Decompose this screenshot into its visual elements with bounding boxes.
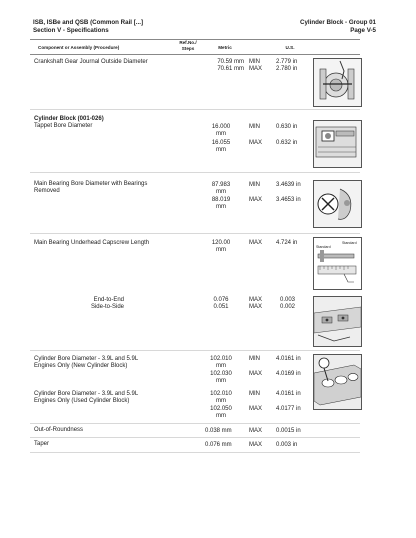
us-max: 4.724 in (276, 240, 298, 246)
metric-max-value: 102.030 (210, 371, 232, 377)
row-label-side-to-side: Side-to-Side (90, 304, 124, 310)
limit-max: MAX (249, 371, 263, 377)
row-label-line2: Engines Only (Used Cylinder Block) (34, 398, 130, 405)
us-max: 4.0169 in (276, 371, 301, 377)
column-header-ref-line1: Ref.No./ (179, 40, 197, 45)
limit-max: MAX (249, 66, 263, 72)
limit-max: MAX (249, 240, 263, 246)
limit-max: MAX (249, 140, 263, 146)
metric-min (203, 391, 239, 406)
row-label-bore-used (34, 391, 138, 406)
metric-min-unit: mm (216, 131, 226, 138)
metric-max: 0.038 mm (205, 428, 232, 434)
limit-max: MAX (249, 197, 263, 203)
row-separator (30, 350, 360, 351)
us-min: 2.779 in (276, 59, 298, 65)
row-separator (30, 423, 360, 424)
metric-max-value: 120.00 (211, 240, 231, 246)
main-bearing-bore-illustration (313, 180, 362, 228)
us-max: 0.003 in (276, 442, 298, 448)
row-label-crankshaft: Crankshaft Gear Journal Outside Diameter (34, 59, 148, 65)
section-title: Section V - Specifications (33, 27, 109, 34)
us-side-to-side: 0.002 (280, 304, 296, 310)
metric-min (203, 356, 239, 371)
metric-max-unit: mm (216, 413, 226, 420)
row-separator (30, 172, 360, 173)
metric-side-to-side: 0.051 (213, 304, 229, 310)
limit-max: MAX (249, 297, 263, 303)
metric-min-value: 102.010 (210, 391, 232, 397)
metric-min (205, 182, 237, 197)
section-heading-cylinder-block: Cylinder Block (001-026) (34, 116, 104, 122)
limit-min: MIN (249, 182, 260, 188)
cylinder-bore-illustration (313, 354, 362, 410)
column-header-ref-line2: Steps (181, 45, 195, 51)
metric-max: 0.076 mm (205, 442, 232, 448)
column-header-us: U.S. (285, 45, 295, 50)
column-header-metric: Metric (218, 45, 232, 50)
row-label-capscrew: Main Bearing Underhead Capscrew Length (34, 240, 150, 246)
bearing-cap-illustration (313, 296, 362, 347)
metric-min-value: 102.010 (210, 356, 232, 362)
row-label-line1: Main Bearing Bore Diameter with Bearings (34, 181, 148, 187)
metric-min-unit: mm (216, 189, 226, 196)
crankshaft-gear-illustration (313, 58, 362, 107)
metric-max (205, 240, 237, 255)
limit-max: MAX (249, 442, 263, 448)
metric-max (205, 140, 237, 155)
us-min: 4.0161 in (276, 391, 301, 397)
us-max: 4.0177 in (276, 406, 301, 412)
table-header-bottom-rule (30, 54, 360, 55)
limit-max: MAX (249, 406, 263, 412)
metric-end-to-end: 0.076 (213, 297, 229, 303)
row-label-bore-new (34, 356, 138, 371)
column-header-component: Component or Assembly (Procedure) (38, 45, 120, 50)
capscrew-caliper-illustration (313, 237, 362, 290)
row-label-line2: Engines Only (New Cylinder Block) (34, 363, 128, 370)
page-number: Page V-5 (350, 27, 376, 34)
row-separator (30, 452, 360, 453)
group-title: Cylinder Block - Group 01 (300, 19, 376, 26)
header-left (33, 19, 143, 35)
row-label-out-of-roundness: Out-of-Roundness (34, 427, 84, 433)
us-max: 0.632 in (276, 140, 298, 146)
metric-min-unit: mm (216, 363, 226, 370)
metric-max-unit: mm (216, 247, 226, 254)
us-min: 3.4639 in (276, 182, 301, 188)
row-label-end-to-end: End-to-End (93, 297, 124, 303)
metric-min-unit: mm (216, 398, 226, 405)
row-separator (30, 109, 360, 110)
us-max: 0.0015 in (276, 428, 301, 434)
us-end-to-end: 0.003 (280, 297, 296, 303)
metric-min-value: 16.000 (211, 124, 231, 130)
row-label-taper: Taper (34, 441, 50, 447)
header-right (300, 19, 376, 35)
row-label-line1: Cylinder Bore Diameter - 3.9L and 5.9L (34, 391, 139, 397)
row-label-line1: Cylinder Bore Diameter - 3.9L and 5.9L (34, 356, 139, 362)
metric-max-value: 88.019 (211, 197, 231, 203)
limit-min: MIN (249, 59, 260, 65)
row-label-line2: Removed (34, 188, 60, 195)
limit-max: MAX (249, 304, 263, 310)
us-min: 0.630 in (276, 124, 298, 130)
manual-title: ISB, ISBe and QSB (Common Rail [...] (33, 19, 144, 26)
metric-min: 70.59 mm (217, 59, 244, 65)
row-label-main-bearing (34, 181, 147, 196)
tappet-bore-illustration (313, 120, 362, 168)
row-label-tappet: Tappet Bore Diameter (34, 123, 93, 129)
metric-max-unit: mm (216, 204, 226, 211)
metric-max-unit: mm (216, 378, 226, 385)
limit-max: MAX (249, 428, 263, 434)
column-header-ref (170, 40, 206, 51)
row-separator (30, 437, 360, 438)
us-max: 2.780 in (276, 66, 298, 72)
metric-max-value: 102.050 (210, 406, 232, 412)
caliper-label-right: Standard (342, 241, 357, 245)
limit-min: MIN (249, 356, 260, 362)
us-min: 4.0161 in (276, 356, 301, 362)
row-separator (30, 233, 360, 234)
metric-max (205, 197, 237, 212)
metric-max-unit: mm (216, 147, 226, 154)
metric-max (203, 406, 239, 421)
metric-min-value: 87.983 (211, 182, 231, 188)
caliper-label-left: Standard (316, 245, 331, 249)
limit-min: MIN (249, 124, 260, 130)
metric-max (203, 371, 239, 386)
limit-min: MIN (249, 391, 260, 397)
metric-max-value: 16.055 (211, 140, 231, 146)
metric-min (205, 124, 237, 139)
us-max: 3.4653 in (276, 197, 301, 203)
metric-max: 70.61 mm (217, 66, 244, 72)
